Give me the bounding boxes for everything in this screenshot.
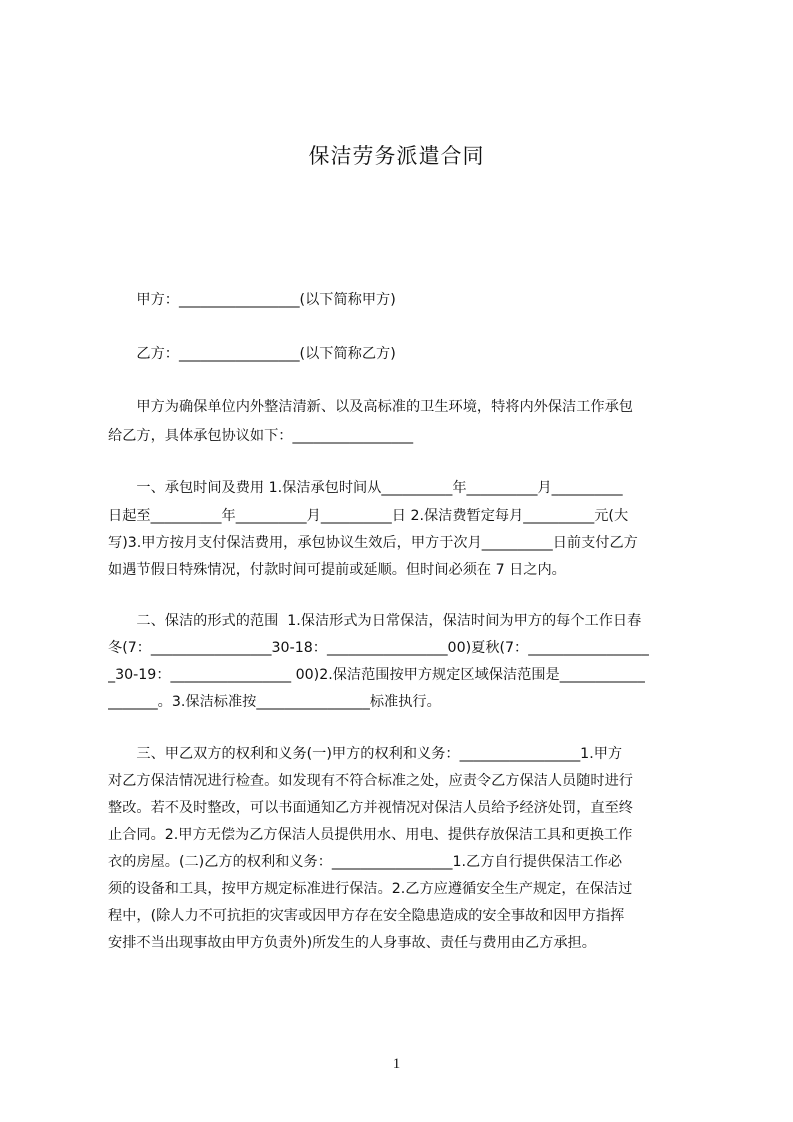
section2-line: 二、保洁的形式的范围 1.保洁形式为日常保洁，保洁时间为甲方的每个工作日春 [108, 613, 642, 629]
section2-line: 冬(7：_________________30-18：_________________00)夏秋(7：_________________ [108, 640, 649, 656]
section1-line: 如遇节假日特殊情况，付款时间可提前或延顺。但时间必须在 7 日之内。 [108, 562, 566, 578]
section1-line: 日起至__________年__________月__________日 2.保洁费暂定每月__________元(大 [108, 508, 629, 524]
section3-line: 止合同。2.甲方无偿为乙方保洁人员提供用水、用电、提供存放保洁工具和更换工作 [108, 827, 633, 843]
section3-line: 对乙方保洁情况进行检查。如发现有不符合标准之处，应责令乙方保洁人员随时进行 [108, 773, 633, 789]
document-title: 保洁劳务派遣合同 [308, 144, 485, 168]
section2-line: _______。3.保洁标准按________________标准执行。 [108, 694, 441, 710]
intro-line: 给乙方，具体承包协议如下：_________________ [108, 428, 414, 444]
section3-line: 三、甲乙双方的权利和义务(一)甲方的权利和义务：_________________1.甲方 [108, 746, 623, 762]
section1-line: 一、承包时间及费用 1.保洁承包时间从__________年__________月__________ [108, 480, 623, 496]
section3-line: 衣的房屋。(二)乙方的权利和义务：_________________1.乙方自行提供保洁工作必 [108, 854, 623, 870]
intro-line: 甲方为确保单位内外整洁清新、以及高标准的卫生环境，特将内外保洁工作承包 [108, 399, 633, 415]
page-number: 1 [392, 1056, 401, 1072]
party-a-line: 甲方：_________________(以下简称甲方) [108, 292, 396, 308]
party-b-line: 乙方：_________________(以下简称乙方) [108, 346, 396, 362]
section3-line: 须的设备和工具，按甲方规定标准进行保洁。2.乙方应遵循安全生产规定，在保洁过 [108, 881, 633, 897]
section1-line: 写)3.甲方按月支付保洁费用，承包协议生效后，甲方于次月__________日前支付乙方 [108, 535, 638, 551]
section3-line: 程中，(除人力不可抗拒的灾害或因甲方存在安全隐患造成的安全事故和因甲方指挥 [108, 908, 625, 924]
section2-line: _30-19：_________________ 00)2.保洁范围按甲方规定区域保洁范围是____________ [108, 667, 645, 683]
section3-line: 整改。若不及时整改，可以书面通知乙方并视情况对保洁人员给予经济处罚，直至终 [108, 800, 633, 816]
section3-line: 安排不当出现事故由甲方负责外)所发生的人身事故、责任与费用由乙方承担。 [108, 935, 596, 951]
